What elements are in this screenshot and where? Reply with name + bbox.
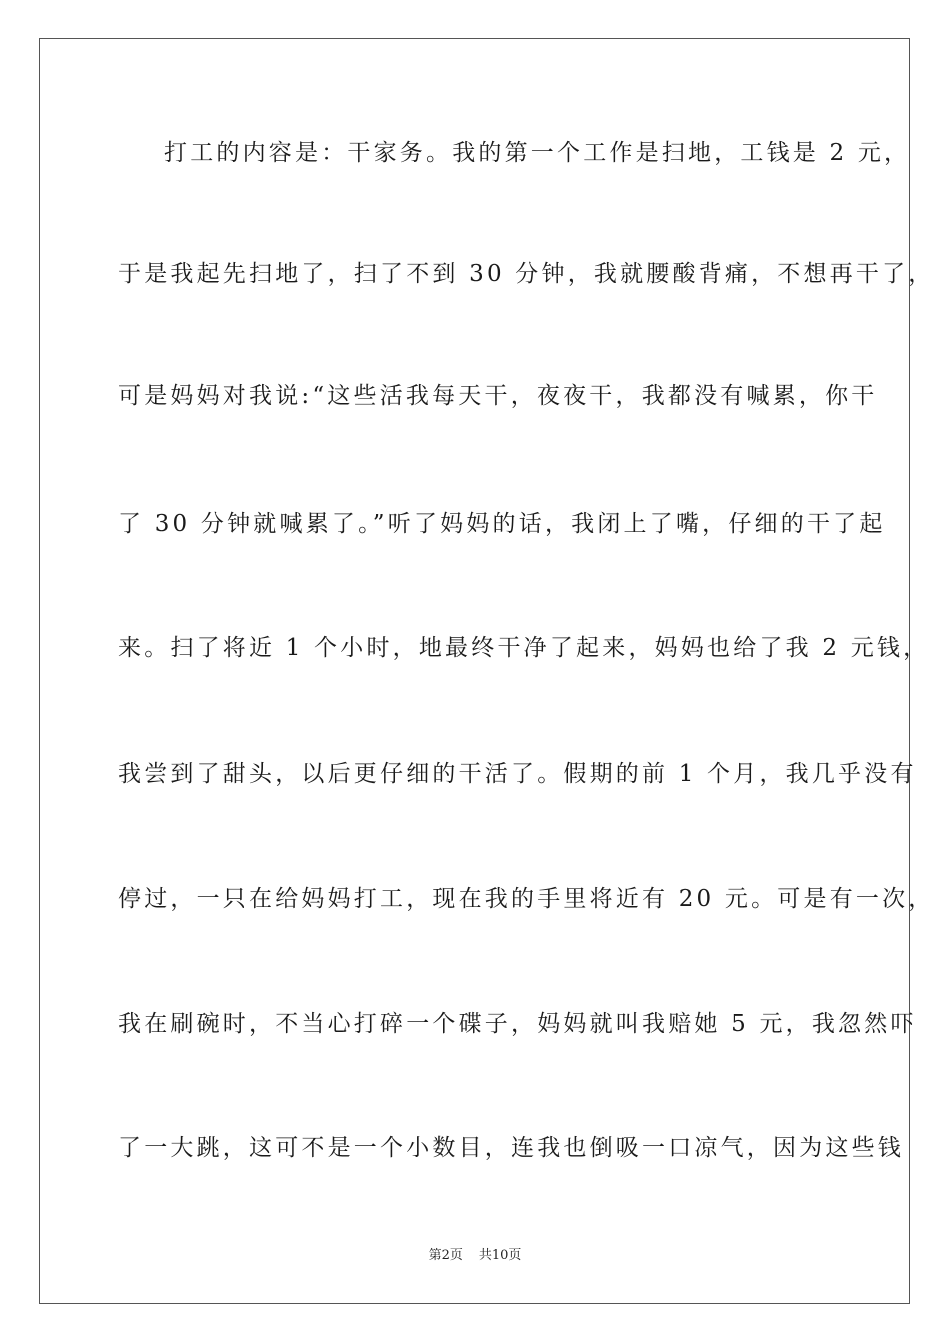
paragraph-line-3: 可是妈妈对我说:“这些活我每天干，夜夜干，我都没有喊累，你干 bbox=[118, 383, 878, 409]
paragraph-line-5: 来。扫了将近 1 个小时，地最终干净了起来，妈妈也给了我 2 元钱， bbox=[118, 635, 930, 661]
paragraph-line-1: 打工的内容是：干家务。我的第一个工作是扫地，工钱是 2 元， bbox=[164, 140, 911, 166]
paragraph-line-6: 我尝到了甜头，以后更仔细的干活了。假期的前 1 个月，我几乎没有 bbox=[118, 761, 917, 787]
page-total: 共10页 bbox=[478, 1248, 522, 1263]
page-number: 第2页 bbox=[428, 1248, 463, 1263]
paragraph-line-4: 了 30 分钟就喊累了。”听了妈妈的话，我闭上了嘴，仔细的干了起 bbox=[118, 511, 886, 537]
paragraph-line-8: 我在刷碗时，不当心打碎一个碟子，妈妈就叫我赔她 5 元，我忽然吓 bbox=[118, 1011, 917, 1037]
paragraph-line-2: 于是我起先扫地了，扫了不到 30 分钟，我就腰酸背痛，不想再干了， bbox=[118, 261, 935, 287]
page-footer bbox=[0, 1247, 950, 1265]
paragraph-line-7: 停过，一只在给妈妈打工，现在我的手里将近有 20 元。可是有一次， bbox=[118, 886, 935, 912]
paragraph-line-9: 了一大跳，这可不是一个小数目，连我也倒吸一口凉气，因为这些钱 bbox=[118, 1135, 904, 1161]
page-border bbox=[39, 38, 935, 1304]
